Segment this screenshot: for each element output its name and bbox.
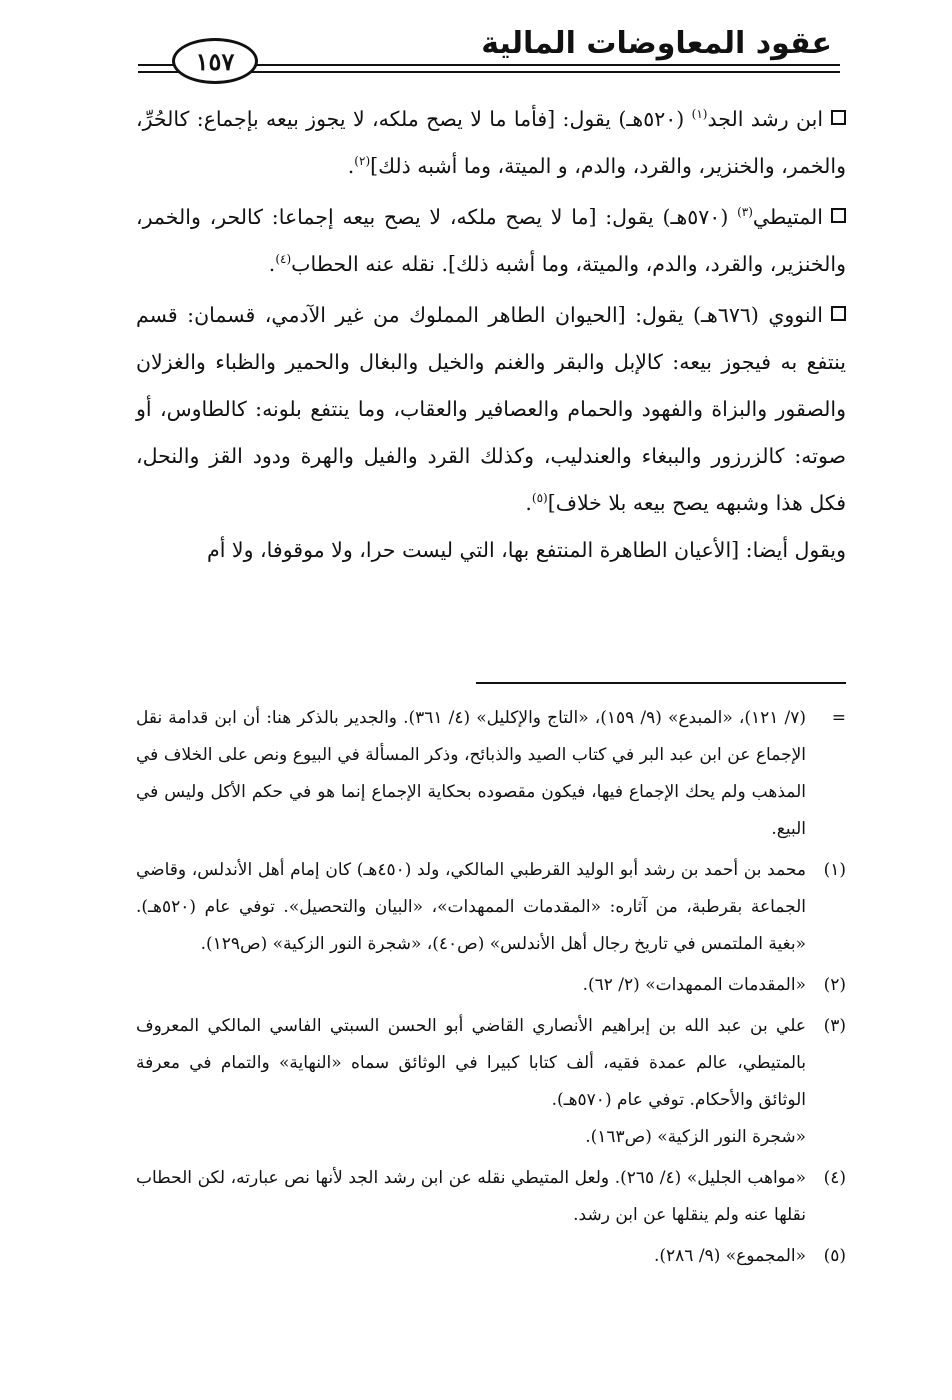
- square-bullet-icon: [831, 208, 846, 223]
- footnote-ref: (١): [691, 107, 708, 122]
- footnote-2: [136, 967, 846, 1004]
- footnote-ref: (٣): [737, 205, 753, 220]
- continuation-marker: =: [831, 708, 846, 728]
- para-text: ويقول أيضا: [الأعيان الطاهرة المنتفع بها، التي ليست حرا، ولا موقوفا، ولا أم: [207, 538, 846, 562]
- footnote-number: (٥): [823, 1246, 846, 1266]
- paragraph-nawawi: [136, 292, 846, 574]
- footnote-continued: [136, 700, 846, 848]
- footnote-divider: [476, 682, 846, 684]
- square-bullet-icon: [831, 306, 846, 321]
- running-header-title: عقود المعاوضات المالية: [481, 26, 832, 61]
- footnote-text: «المجموع» (٩/ ٢٨٦).: [653, 1246, 806, 1266]
- footnote-text: محمد بن أحمد بن رشد أبو الوليد القرطبي المالكي، ولد (٤٥٠هـ) كان إمام أهل الأندلس، وقاضي الجماعة بقرطبة، من آثاره: «المقدمات الممهدات»، «البيان والتحصيل». توفي عام (٥٢٠هـ). «بغية الملتمس في تاريخ رجال أهل الأندلس» (ص٤٠)، «شجرة النور الزكية» (ص١٢٩).: [136, 860, 806, 954]
- para-text: المتيطي: [752, 205, 823, 229]
- footnote-number: (١): [823, 860, 846, 880]
- paragraph-ibn-rushd: [136, 96, 846, 190]
- para-text: (٥٧٠هـ) يقول: [ما لا يصح ملكه، لا يصح بيعه إجماعا: كالحر، والخمر، والخنزير، والقرد، والدم، والميتة، وما أشبه ذلك]. نقله عنه الحطاب: [136, 205, 846, 276]
- footnote-number: (٢): [823, 975, 846, 995]
- para-text: ابن رشد الجد: [707, 107, 824, 131]
- page-number-oval: [172, 38, 258, 84]
- paragraph-mutayti: [136, 194, 846, 288]
- footnote-source: «شجرة النور الزكية» (ص١٦٣).: [585, 1127, 806, 1147]
- page-number: ١٥٧: [195, 47, 235, 76]
- footnote-3: [136, 1008, 846, 1156]
- footnote-ref: (٥): [531, 491, 548, 506]
- para-text: (٥٢٠هـ) يقول: [فأما ما لا يصح ملكه، لا يجوز بيعه بإجماع: كالحُرِّ، والخمر، والخنزير، والقرد، والدم، و الميتة، وما أشبه ذلك]: [136, 107, 846, 178]
- footnote-1: [136, 852, 846, 963]
- footnote-text: «المقدمات الممهدات» (٢/ ٦٢).: [582, 975, 806, 995]
- para-text: .: [347, 154, 355, 178]
- footnote-text: «مواهب الجليل» (٤/ ٢٦٥). ولعل المتيطي نقله عن ابن رشد الجد لأنها نص عبارته، لكن الحطاب نقلها عنه ولم ينقلها عن ابن رشد.: [136, 1168, 806, 1225]
- para-text: .: [268, 252, 276, 276]
- footnote-number: (٤): [823, 1168, 846, 1188]
- para-text: النووي (٦٧٦هـ) يقول: [الحيوان الطاهر المملوك من غير الآدمي، قسمان: قسم ينتفع به فيجوز بيعه: كالإبل والبقر والغنم والخيل والبغال والحمير والظباء والغزلان والصقور والبزاة والفهود والحمام والعصافير والعقاب، وما ينتفع بلونه: كالطاوس، أو صوته: كالزرزور والببغاء والعندليب، وكذلك القرد والفيل والهرة ودود القز والنحل، فكل هذا وشبهه يصح بيعه بلا خلاف]: [136, 303, 846, 515]
- footnote-ref: (٤): [275, 252, 292, 267]
- footnote-number: (٣): [823, 1016, 846, 1036]
- footnote-text: علي بن عبد الله بن إبراهيم الأنصاري القاضي أبو الحسن السبتي الفاسي المالكي المعروف بالمتيطي، عالم عمدة فقيه، ألف كتابا كبيرا في الوثائق سماه «النهاية» والتمام في معرفة الوثائق والأحكام. توفي عام (٥٧٠هـ).: [136, 1016, 806, 1110]
- footnotes: [136, 700, 846, 1279]
- footnote-4: [136, 1160, 846, 1234]
- footnote-text: (٧/ ١٢١)، «المبدع» (٩/ ١٥٩)، «التاج والإكليل» (٤/ ٣٦١). والجدير بالذكر هنا: أن ابن قدامة نقل الإجماع عن ابن عبد البر في كتاب الصيد والذبائح، وذكر المسألة في البيوع ونص على الخلاف في المذهب ولم يحك الإجماع فيها، فيكون مقصوده بحكاية الإجماع إنما هو في حكم الأكل وليس في البيع.: [136, 708, 806, 839]
- footnote-ref: (٢): [354, 154, 371, 169]
- para-text: .: [525, 491, 532, 515]
- square-bullet-icon: [831, 110, 846, 125]
- main-text: [136, 96, 846, 578]
- footnote-5: [136, 1238, 846, 1275]
